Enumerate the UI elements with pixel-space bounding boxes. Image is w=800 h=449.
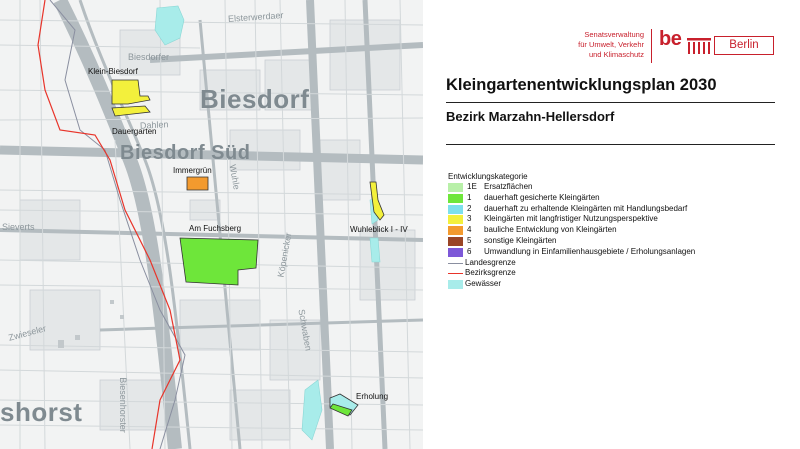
legend-label: Bezirksgrenze: [465, 268, 516, 278]
legend-item: [448, 193, 798, 204]
district-label-karlshorst: shorst: [0, 397, 83, 427]
garden-label-dauergarten: Dauergarten: [112, 127, 157, 136]
legend-swatch: [448, 183, 463, 192]
info-panel: [423, 0, 800, 449]
legend-label: Gewässer: [465, 279, 502, 289]
divider: [446, 144, 775, 145]
legend-item: [448, 258, 798, 269]
garden-label-am-fuchsberg: Am Fuchsberg: [189, 224, 242, 233]
street-label: Biesdorfer: [128, 52, 170, 62]
legend-label: Umwandlung in Einfamilienhausgebiete / Erholungsanlagen: [484, 246, 696, 256]
legend-item: [448, 279, 798, 290]
legend-swatch: [448, 194, 463, 203]
legend-item: [448, 225, 798, 236]
street-label: Schwaben: [296, 308, 314, 352]
legend-label: Kleingärten mit langfristiger Nutzungsperspektive: [484, 214, 658, 224]
legend-label: dauerhaft gesicherte Kleingärten: [484, 192, 600, 202]
legend-code: 1: [467, 192, 472, 202]
logo-be: be: [659, 28, 682, 50]
legend-swatch: [448, 280, 463, 289]
legend-line: [448, 273, 463, 274]
legend-line: [448, 263, 463, 264]
legend-item: [448, 247, 798, 258]
district-label-biesdorf-sued: Biesdorf Süd: [120, 142, 251, 164]
legend-code: 6: [467, 246, 472, 256]
legend-item: [448, 236, 798, 247]
legend-item: [448, 182, 798, 193]
page-subtitle: Bezirk Marzahn-Hellersdorf: [446, 109, 615, 124]
legend-item: [448, 214, 798, 225]
legend-swatch: [448, 215, 463, 224]
legend-swatch: [448, 226, 463, 235]
legend: [448, 182, 798, 290]
legend-item: [448, 204, 798, 215]
senate-department-name: Senatsverwaltung für Umwelt, Verkehr und Klimaschutz: [578, 30, 644, 59]
legend-label: dauerhaft zu erhaltende Kleingärten mit Handlungsbedarf: [484, 203, 688, 213]
garden-label-immergruen: Immergrün: [173, 166, 212, 175]
legend-swatch: [448, 237, 463, 246]
legend-label: Landesgrenze: [465, 257, 516, 267]
divider: [446, 102, 775, 103]
logo-berlin: Berlin: [714, 36, 774, 55]
garden-label-erholung: Erholung: [356, 392, 389, 401]
brandenburg-gate-icon: [687, 38, 711, 54]
page-title: Kleingartenentwicklungsplan 2030: [446, 76, 717, 94]
legend-label: Ersatzflächen: [484, 182, 533, 191]
street-label: Wuhle: [227, 163, 242, 191]
legend-heading: Entwicklungskategorie: [448, 172, 528, 181]
legend-code: 1E: [467, 182, 477, 191]
legend-label: sonstige Kleingärten: [484, 235, 557, 245]
street-label: Zwieseler: [7, 323, 48, 343]
garden-label-klein-biesdorf: Klein-Biesdorf: [88, 67, 138, 76]
garden-label-wuhleblick: Wuhleblick I - IV: [350, 225, 408, 234]
logo-divider: [651, 29, 652, 63]
legend-code: 3: [467, 214, 472, 224]
street-label: Sieverts: [2, 222, 35, 232]
legend-swatch: [448, 205, 463, 214]
district-label-biesdorf: Biesdorf: [200, 84, 310, 114]
legend-item: [448, 268, 798, 279]
legend-code: 4: [467, 225, 472, 235]
garden-immergruen: [187, 177, 208, 190]
legend-code: 5: [467, 235, 472, 245]
legend-code: 2: [467, 203, 472, 213]
legend-label: bauliche Entwicklung von Kleingärten: [484, 225, 617, 235]
street-label: Dahlen: [139, 119, 169, 131]
street-label: Biesenhorster: [117, 377, 128, 433]
legend-swatch: [448, 248, 463, 257]
street-label: Köpenicker: [275, 231, 294, 279]
street-label: Elsterwerdaer: [227, 10, 284, 24]
